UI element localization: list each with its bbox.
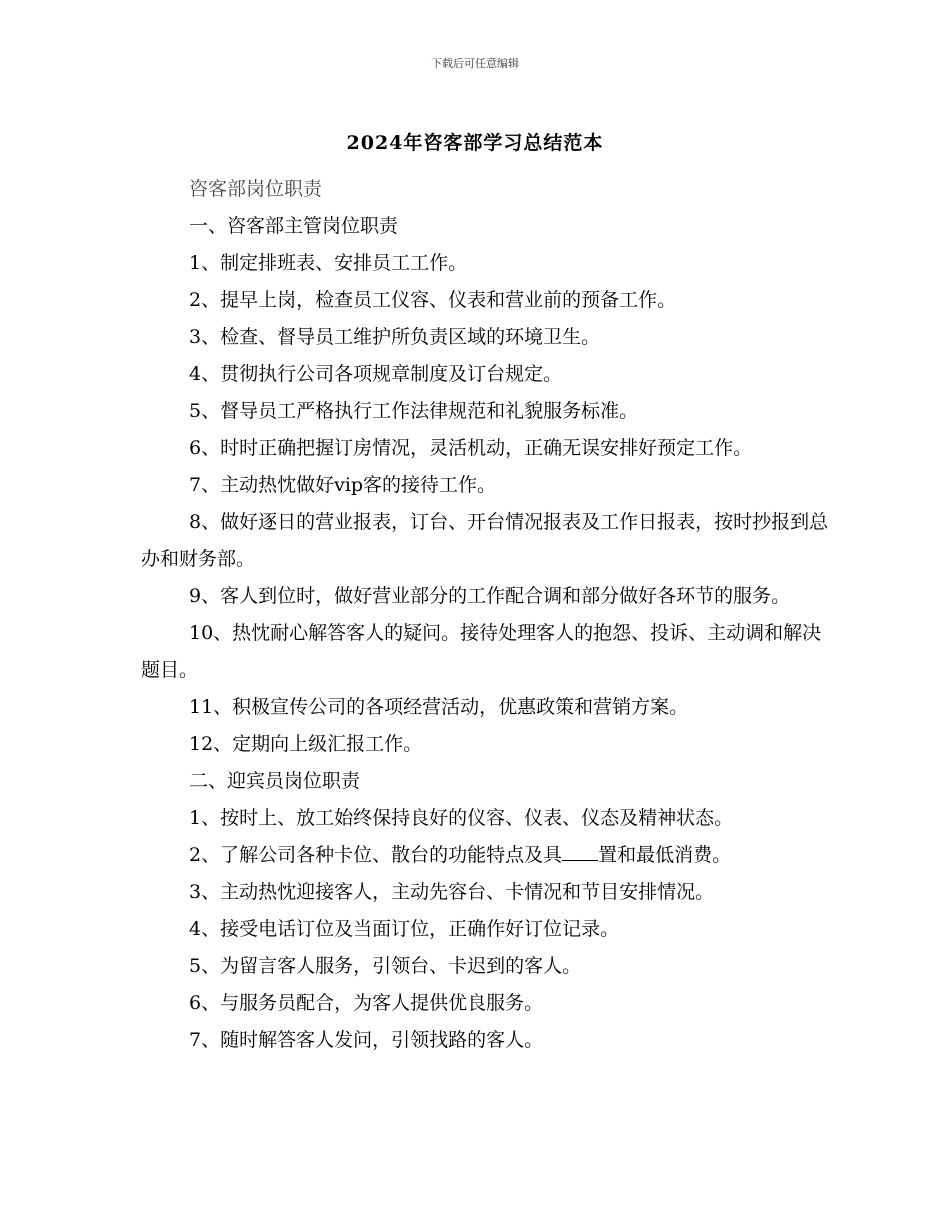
list-item: 3、检查、督导员工维护所负责区域的环境卫生。 — [189, 326, 601, 348]
list-item: 8、做好逐日的营业报表，订台、开台情况报表及工作日报表，按时抄报到总办和财务部。 — [141, 511, 829, 570]
item-text-start: 2、了解公司各种卡位、散台的功能特点及具 — [189, 844, 563, 866]
blank-underline — [562, 840, 598, 861]
list-item: 12、定期向上级汇报工作。 — [189, 733, 423, 755]
list-item: 3、主动热忱迎接客人，主动先容台、卡情况和节目安排情况。 — [189, 881, 715, 903]
list-item — [141, 837, 831, 874]
list-item: 4、贯彻执行公司各项规章制度及订台规定。 — [189, 363, 563, 385]
list-item: 7、主动热忱做好vip客的接待工作。 — [189, 474, 497, 496]
section2-heading: 二、迎宾员岗位职责 — [189, 770, 361, 792]
list-item: 10、热忱耐心解答客人的疑问。接待处理客人的抱怨、投诉、主动调和解决题目。 — [141, 622, 822, 681]
list-item: 6、与服务员配合，为客人提供优良服务。 — [189, 992, 544, 1014]
list-item: 11、积极宣传公司的各项经营活动，优惠政策和营销方案。 — [189, 696, 689, 718]
list-item: 2、提早上岗，检查员工仪容、仪表和营业前的预备工作。 — [189, 289, 677, 311]
section1-heading: 一、咨客部主管岗位职责 — [189, 215, 399, 237]
list-item: 5、为留言客人服务，引领台、卡迟到的客人。 — [189, 955, 582, 977]
list-item: 4、接受电话订位及当面订位，正确作好订位记录。 — [189, 918, 620, 940]
list-item: 1、制定排班表、安排员工工作。 — [189, 252, 468, 274]
list-item: 5、督导员工严格执行工作法律规范和礼貌服务标准。 — [189, 400, 639, 422]
list-item: 9、客人到位时，做好营业部分的工作配合调和部分做好各环节的服务。 — [189, 585, 791, 607]
header-note: 下载后可任意编辑 — [431, 57, 519, 70]
page-title: 2024年咨客部学习总结范本 — [346, 132, 604, 154]
document-body — [141, 171, 831, 1059]
list-item: 7、随时解答客人发问，引领找路的客人。 — [189, 1029, 544, 1051]
list-item: 1、按时上、放工始终保持良好的仪容、仪表、仪态及精神状态。 — [189, 807, 734, 829]
list-item: 6、时时正确把握订房情况，灵活机动，正确无误安排好预定工作。 — [189, 437, 753, 459]
item-text-end: 置和最低消费。 — [598, 844, 732, 866]
subtitle: 咨客部岗位职责 — [189, 178, 323, 200]
